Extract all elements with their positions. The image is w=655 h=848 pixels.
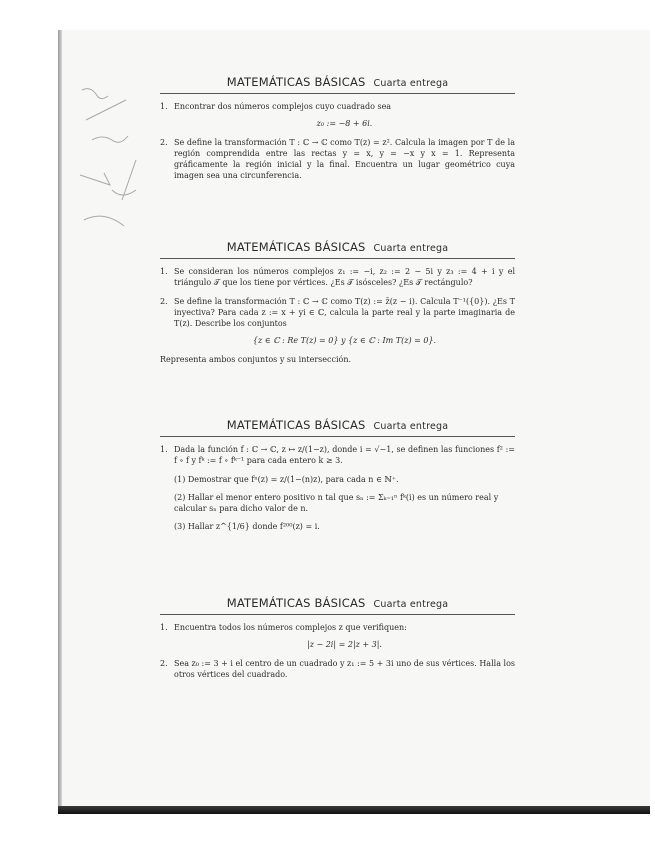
problem-item	[160, 444, 515, 466]
header-subtitle: Cuarta entrega	[373, 243, 449, 254]
handwritten-scribble	[72, 80, 162, 250]
problem-item	[160, 658, 515, 680]
section-header	[160, 75, 515, 94]
problem-text: Se consideran los números complejos z₁ := −i, z₂ := 2 − 5i y z₃ := 4 + i y el triángulo 𝒯 que los tiene por vértices. ¿Es 𝒯 isósceles? ¿Es 𝒯 rectángulo?	[174, 267, 515, 287]
header-title: MATEMÁTICAS BÁSICAS	[226, 596, 366, 610]
problem-number: 1.	[160, 102, 168, 111]
problem-number: 2.	[160, 138, 168, 147]
problem-item	[160, 296, 515, 346]
header-title: MATEMÁTICAS BÁSICAS	[226, 418, 366, 432]
problem-number: 2.	[160, 297, 168, 306]
section-header	[160, 240, 515, 259]
section-1	[160, 75, 515, 189]
problem-number: 1.	[160, 445, 168, 454]
sub-problem: (3) Hallar z^{1/6} donde f²⁰⁰(z) = i.	[174, 522, 320, 531]
header-title: MATEMÁTICAS BÁSICAS	[226, 240, 366, 254]
sub-problem: (1) Demostrar que fⁿ(z) = z/(1−(n)z), para cada n ∈ ℕ⁺.	[174, 475, 399, 484]
formula: z₀ := −8 + 6i.	[316, 119, 373, 128]
problem-text: Se define la transformación T : ℂ → ℂ como T(z) = z². Calcula la imagen por T de la región comprendida entre las rectas y = x, y = −x y x = 1. Representa gráficamente la región inicial y la final. Encuentra un lugar geométrico cuya imagen sea una circunferencia.	[174, 138, 515, 180]
problem-text: Encuentra todos los números complejos z que verifiquen:	[174, 623, 407, 632]
problem-number: 1.	[160, 267, 168, 276]
formula: |z − 2i| = 2|z + 3|.	[307, 640, 382, 649]
formula: {z ∈ ℂ : Re T(z) = 0} y {z ∈ ℂ : Im T(z) = 0}.	[252, 336, 437, 345]
problem-item	[160, 622, 515, 650]
problem-text: Dada la función f : ℂ → ℂ, z ↦ z/(1−z), donde i = √−1, se definen las funciones f² := f ∘ f y fᵏ := f ∘ fᵏ⁻¹ para cada entero k ≥ 3.	[174, 445, 515, 465]
problem-number: 1.	[160, 623, 168, 632]
problem-text: Se define la transformación T : ℂ → ℂ como T(z) := z̄(z − i). Calcula T⁻¹({0}). ¿Es T inyectiva? Para cada z := x + yi ∈ ℂ, calcula la parte real y la parte imaginaria de T(z). Describe los conjuntos	[174, 297, 515, 328]
problem-number: 2.	[160, 659, 168, 668]
section-header	[160, 418, 515, 437]
problem-item	[160, 101, 515, 129]
problem-item	[160, 137, 515, 181]
header-subtitle: Cuarta entrega	[373, 599, 449, 610]
section-4	[160, 596, 515, 688]
page-left-edge	[58, 30, 62, 810]
section-3	[160, 418, 515, 539]
problem-text: Encontrar dos números complejos cuyo cuadrado sea	[174, 102, 392, 111]
header-subtitle: Cuarta entrega	[373, 421, 449, 432]
problem-item	[160, 266, 515, 288]
header-title: MATEMÁTICAS BÁSICAS	[226, 75, 366, 89]
page-bottom-edge	[58, 806, 650, 814]
problem-text: Sea z₀ := 3 + i el centro de un cuadrado y z₁ := 5 + 3i uno de sus vértices. Halla los otros vértices del cuadrado.	[174, 659, 515, 679]
sub-problem: (2) Hallar el menor entero positivo n tal que sₙ := Σₖ₌₁ⁿ fᵏ(i) es un número real y calcular sₙ para dicho valor de n.	[174, 493, 499, 513]
section-header	[160, 596, 515, 615]
section-2	[160, 240, 515, 365]
closing-text: Representa ambos conjuntos y su intersección.	[160, 355, 352, 364]
header-subtitle: Cuarta entrega	[373, 78, 449, 89]
